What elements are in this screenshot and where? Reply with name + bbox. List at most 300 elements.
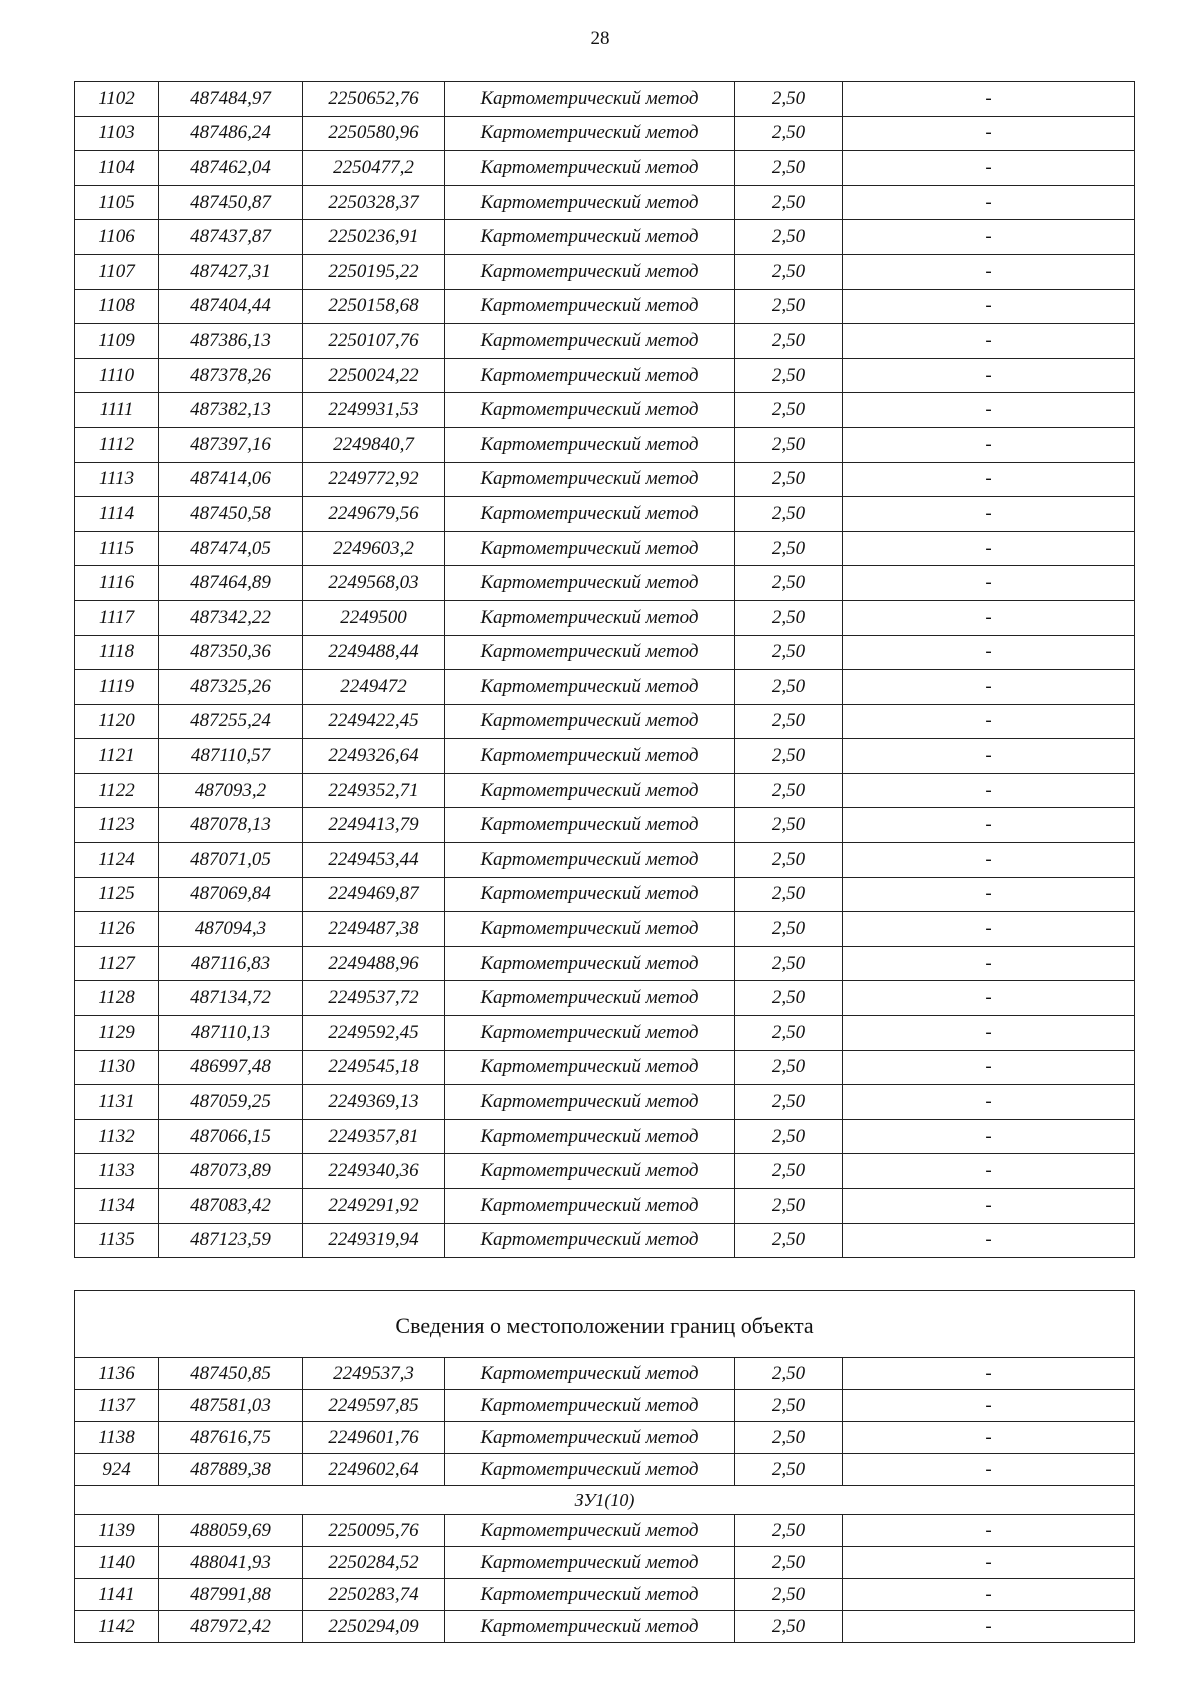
accuracy-cell: 2,50 — [735, 1189, 843, 1224]
table-row — [75, 566, 1135, 601]
coord-y-cell: 2249592,45 — [303, 1016, 445, 1051]
accuracy-cell: 2,50 — [735, 1454, 843, 1486]
accuracy-cell: 2,50 — [735, 912, 843, 947]
table-row — [75, 254, 1135, 289]
method-cell: Картометрический метод — [445, 82, 735, 117]
coord-y-cell: 2249472 — [303, 670, 445, 705]
coord-x-cell: 487069,84 — [159, 877, 303, 912]
coord-x-cell: 487414,06 — [159, 462, 303, 497]
description-cell: - — [843, 1454, 1135, 1486]
method-cell: Картометрический метод — [445, 151, 735, 186]
coord-x-cell: 487450,87 — [159, 185, 303, 220]
coord-y-cell: 2249537,72 — [303, 981, 445, 1016]
coord-y-cell: 2250652,76 — [303, 82, 445, 117]
table-row — [75, 1547, 1135, 1579]
description-cell: - — [843, 358, 1135, 393]
coord-x-cell: 487066,15 — [159, 1119, 303, 1154]
accuracy-cell: 2,50 — [735, 1223, 843, 1258]
accuracy-cell: 2,50 — [735, 773, 843, 808]
accuracy-cell: 2,50 — [735, 427, 843, 462]
coord-y-cell: 2250328,37 — [303, 185, 445, 220]
description-cell: - — [843, 462, 1135, 497]
method-cell: Картометрический метод — [445, 1422, 735, 1454]
point-number-cell: 1116 — [75, 566, 159, 601]
description-cell: - — [843, 773, 1135, 808]
coord-x-cell: 487325,26 — [159, 670, 303, 705]
accuracy-cell: 2,50 — [735, 1390, 843, 1422]
accuracy-cell: 2,50 — [735, 635, 843, 670]
coordinates-table-body — [75, 82, 1135, 1258]
table-row — [75, 808, 1135, 843]
description-cell: - — [843, 427, 1135, 462]
coord-y-cell: 2249931,53 — [303, 393, 445, 428]
boundaries-table-title: Сведения о местоположении границ объекта — [75, 1291, 1135, 1358]
table-row — [75, 877, 1135, 912]
method-cell: Картометрический метод — [445, 1390, 735, 1422]
coord-x-cell: 487083,42 — [159, 1189, 303, 1224]
table-row — [75, 946, 1135, 981]
coord-y-cell: 2250158,68 — [303, 289, 445, 324]
accuracy-cell: 2,50 — [735, 220, 843, 255]
description-cell: - — [843, 324, 1135, 359]
description-cell: - — [843, 289, 1135, 324]
description-cell: - — [843, 635, 1135, 670]
accuracy-cell: 2,50 — [735, 1579, 843, 1611]
coord-y-cell: 2249487,38 — [303, 912, 445, 947]
table-row — [75, 1422, 1135, 1454]
table-row — [75, 324, 1135, 359]
accuracy-cell: 2,50 — [735, 1119, 843, 1154]
coord-x-cell: 487342,22 — [159, 600, 303, 635]
description-cell: - — [843, 1223, 1135, 1258]
table-row — [75, 1515, 1135, 1547]
description-cell: - — [843, 497, 1135, 532]
description-cell: - — [843, 185, 1135, 220]
coord-y-cell: 2249453,44 — [303, 843, 445, 878]
point-number-cell: 1141 — [75, 1579, 159, 1611]
accuracy-cell: 2,50 — [735, 566, 843, 601]
coord-y-cell: 2249597,85 — [303, 1390, 445, 1422]
method-cell: Картометрический метод — [445, 1050, 735, 1085]
coord-y-cell: 2249488,44 — [303, 635, 445, 670]
description-cell: - — [843, 1515, 1135, 1547]
accuracy-cell: 2,50 — [735, 358, 843, 393]
table-row — [75, 497, 1135, 532]
point-number-cell: 1135 — [75, 1223, 159, 1258]
description-cell: - — [843, 1085, 1135, 1120]
point-number-cell: 1117 — [75, 600, 159, 635]
method-cell: Картометрический метод — [445, 1358, 735, 1390]
description-cell: - — [843, 877, 1135, 912]
point-number-cell: 1120 — [75, 704, 159, 739]
coord-x-cell: 487378,26 — [159, 358, 303, 393]
method-cell: Картометрический метод — [445, 1189, 735, 1224]
point-number-cell: 1113 — [75, 462, 159, 497]
table-row — [75, 1358, 1135, 1390]
point-number-cell: 1133 — [75, 1154, 159, 1189]
page-number: 28 — [590, 28, 610, 49]
accuracy-cell: 2,50 — [735, 1358, 843, 1390]
method-cell: Картометрический метод — [445, 289, 735, 324]
description-cell: - — [843, 82, 1135, 117]
table-row — [75, 358, 1135, 393]
accuracy-cell: 2,50 — [735, 1422, 843, 1454]
point-number-cell: 1108 — [75, 289, 159, 324]
table-row — [75, 1579, 1135, 1611]
point-number-cell: 1121 — [75, 739, 159, 774]
method-cell: Картометрический метод — [445, 912, 735, 947]
coord-x-cell: 487437,87 — [159, 220, 303, 255]
point-number-cell: 1124 — [75, 843, 159, 878]
coord-y-cell: 2249291,92 — [303, 1189, 445, 1224]
accuracy-cell: 2,50 — [735, 531, 843, 566]
table-row — [75, 1611, 1135, 1643]
accuracy-cell: 2,50 — [735, 1050, 843, 1085]
point-number-cell: 1119 — [75, 670, 159, 705]
table-row — [75, 739, 1135, 774]
coord-y-cell: 2250294,09 — [303, 1611, 445, 1643]
coord-x-cell: 487382,13 — [159, 393, 303, 428]
coord-y-cell: 2250284,52 — [303, 1547, 445, 1579]
accuracy-cell: 2,50 — [735, 704, 843, 739]
description-cell: - — [843, 912, 1135, 947]
coord-y-cell: 2249840,7 — [303, 427, 445, 462]
description-cell: - — [843, 739, 1135, 774]
description-cell: - — [843, 531, 1135, 566]
coord-y-cell: 2249602,64 — [303, 1454, 445, 1486]
accuracy-cell: 2,50 — [735, 877, 843, 912]
method-cell: Картометрический метод — [445, 739, 735, 774]
table-row — [75, 1454, 1135, 1486]
coord-y-cell: 2249352,71 — [303, 773, 445, 808]
accuracy-cell: 2,50 — [735, 1547, 843, 1579]
coord-x-cell: 487427,31 — [159, 254, 303, 289]
accuracy-cell: 2,50 — [735, 462, 843, 497]
table-row — [75, 1119, 1135, 1154]
coord-x-cell: 487450,85 — [159, 1358, 303, 1390]
coord-x-cell: 487110,13 — [159, 1016, 303, 1051]
table-row — [75, 82, 1135, 117]
coord-x-cell: 487093,2 — [159, 773, 303, 808]
description-cell: - — [843, 704, 1135, 739]
description-cell: - — [843, 1016, 1135, 1051]
coord-y-cell: 2249601,76 — [303, 1422, 445, 1454]
accuracy-cell: 2,50 — [735, 1085, 843, 1120]
accuracy-cell: 2,50 — [735, 843, 843, 878]
coord-x-cell: 487484,97 — [159, 82, 303, 117]
point-number-cell: 1104 — [75, 151, 159, 186]
coord-y-cell: 2249545,18 — [303, 1050, 445, 1085]
point-number-cell: 1102 — [75, 82, 159, 117]
method-cell: Картометрический метод — [445, 773, 735, 808]
table-row — [75, 1016, 1135, 1051]
coord-x-cell: 487462,04 — [159, 151, 303, 186]
section-label: ЗУ1(10) — [75, 1486, 1135, 1515]
point-number-cell: 1110 — [75, 358, 159, 393]
point-number-cell: 1142 — [75, 1611, 159, 1643]
accuracy-cell: 2,50 — [735, 324, 843, 359]
method-cell: Картометрический метод — [445, 497, 735, 532]
coord-x-cell: 487889,38 — [159, 1454, 303, 1486]
coord-y-cell: 2249679,56 — [303, 497, 445, 532]
coord-x-cell: 487616,75 — [159, 1422, 303, 1454]
coord-x-cell: 487386,13 — [159, 324, 303, 359]
method-cell: Картометрический метод — [445, 254, 735, 289]
point-number-cell: 1127 — [75, 946, 159, 981]
method-cell: Картометрический метод — [445, 566, 735, 601]
description-cell: - — [843, 600, 1135, 635]
method-cell: Картометрический метод — [445, 393, 735, 428]
method-cell: Картометрический метод — [445, 670, 735, 705]
coord-x-cell: 487581,03 — [159, 1390, 303, 1422]
coord-y-cell: 2249469,87 — [303, 877, 445, 912]
description-cell: - — [843, 1358, 1135, 1390]
table-row — [75, 1390, 1135, 1422]
coord-y-cell: 2249603,2 — [303, 531, 445, 566]
coord-x-cell: 487071,05 — [159, 843, 303, 878]
description-cell: - — [843, 1611, 1135, 1643]
coord-y-cell: 2250477,2 — [303, 151, 445, 186]
description-cell: - — [843, 808, 1135, 843]
point-number-cell: 1126 — [75, 912, 159, 947]
accuracy-cell: 2,50 — [735, 808, 843, 843]
accuracy-cell: 2,50 — [735, 185, 843, 220]
coord-y-cell: 2249537,3 — [303, 1358, 445, 1390]
method-cell: Картометрический метод — [445, 843, 735, 878]
coord-y-cell: 2250236,91 — [303, 220, 445, 255]
table-row — [75, 1085, 1135, 1120]
point-number-cell: 1105 — [75, 185, 159, 220]
description-cell: - — [843, 1154, 1135, 1189]
point-number-cell: 1134 — [75, 1189, 159, 1224]
description-cell: - — [843, 670, 1135, 705]
point-number-cell: 1129 — [75, 1016, 159, 1051]
coord-y-cell: 2249500 — [303, 600, 445, 635]
point-number-cell: 1114 — [75, 497, 159, 532]
table-row — [75, 462, 1135, 497]
point-number-cell: 1136 — [75, 1358, 159, 1390]
section-row — [75, 1486, 1135, 1515]
table-row — [75, 1189, 1135, 1224]
accuracy-cell: 2,50 — [735, 151, 843, 186]
method-cell: Картометрический метод — [445, 704, 735, 739]
table-row — [75, 393, 1135, 428]
description-cell: - — [843, 254, 1135, 289]
boundaries-table — [74, 1290, 1135, 1643]
coord-x-cell: 487972,42 — [159, 1611, 303, 1643]
description-cell: - — [843, 566, 1135, 601]
accuracy-cell: 2,50 — [735, 946, 843, 981]
method-cell: Картометрический метод — [445, 531, 735, 566]
coord-y-cell: 2249326,64 — [303, 739, 445, 774]
description-cell: - — [843, 116, 1135, 151]
table-row — [75, 600, 1135, 635]
accuracy-cell: 2,50 — [735, 289, 843, 324]
coord-x-cell: 487073,89 — [159, 1154, 303, 1189]
description-cell: - — [843, 151, 1135, 186]
coord-y-cell: 2249357,81 — [303, 1119, 445, 1154]
point-number-cell: 1140 — [75, 1547, 159, 1579]
accuracy-cell: 2,50 — [735, 1016, 843, 1051]
coord-x-cell: 487134,72 — [159, 981, 303, 1016]
coord-x-cell: 488059,69 — [159, 1515, 303, 1547]
coord-x-cell: 487404,44 — [159, 289, 303, 324]
table-row — [75, 116, 1135, 151]
point-number-cell: 1103 — [75, 116, 159, 151]
table-row — [75, 704, 1135, 739]
coord-y-cell: 2250024,22 — [303, 358, 445, 393]
method-cell: Картометрический метод — [445, 462, 735, 497]
accuracy-cell: 2,50 — [735, 981, 843, 1016]
boundaries-title-row — [75, 1291, 1135, 1358]
description-cell: - — [843, 1119, 1135, 1154]
method-cell: Картометрический метод — [445, 1454, 735, 1486]
point-number-cell: 1123 — [75, 808, 159, 843]
point-number-cell: 1111 — [75, 393, 159, 428]
description-cell: - — [843, 1050, 1135, 1085]
coord-y-cell: 2249340,36 — [303, 1154, 445, 1189]
table-row — [75, 843, 1135, 878]
coord-x-cell: 487486,24 — [159, 116, 303, 151]
method-cell: Картометрический метод — [445, 220, 735, 255]
point-number-cell: 1130 — [75, 1050, 159, 1085]
table-row — [75, 670, 1135, 705]
coord-y-cell: 2250107,76 — [303, 324, 445, 359]
coord-x-cell: 487464,89 — [159, 566, 303, 601]
method-cell: Картометрический метод — [445, 1085, 735, 1120]
point-number-cell: 1128 — [75, 981, 159, 1016]
point-number-cell: 1132 — [75, 1119, 159, 1154]
table-row — [75, 981, 1135, 1016]
point-number-cell: 1109 — [75, 324, 159, 359]
description-cell: - — [843, 1189, 1135, 1224]
point-number-cell: 924 — [75, 1454, 159, 1486]
point-number-cell: 1106 — [75, 220, 159, 255]
accuracy-cell: 2,50 — [735, 116, 843, 151]
method-cell: Картометрический метод — [445, 981, 735, 1016]
table-row — [75, 427, 1135, 462]
point-number-cell: 1138 — [75, 1422, 159, 1454]
accuracy-cell: 2,50 — [735, 600, 843, 635]
coord-y-cell: 2249319,94 — [303, 1223, 445, 1258]
point-number-cell: 1107 — [75, 254, 159, 289]
method-cell: Картометрический метод — [445, 1547, 735, 1579]
method-cell: Картометрический метод — [445, 635, 735, 670]
accuracy-cell: 2,50 — [735, 739, 843, 774]
method-cell: Картометрический метод — [445, 877, 735, 912]
method-cell: Картометрический метод — [445, 946, 735, 981]
method-cell: Картометрический метод — [445, 324, 735, 359]
point-number-cell: 1112 — [75, 427, 159, 462]
description-cell: - — [843, 946, 1135, 981]
coord-x-cell: 487991,88 — [159, 1579, 303, 1611]
coord-x-cell: 487255,24 — [159, 704, 303, 739]
accuracy-cell: 2,50 — [735, 670, 843, 705]
table-row — [75, 289, 1135, 324]
coord-x-cell: 487059,25 — [159, 1085, 303, 1120]
coord-x-cell: 488041,93 — [159, 1547, 303, 1579]
accuracy-cell: 2,50 — [735, 497, 843, 532]
table-row — [75, 773, 1135, 808]
method-cell: Картометрический метод — [445, 427, 735, 462]
coord-x-cell: 487078,13 — [159, 808, 303, 843]
method-cell: Картометрический метод — [445, 1579, 735, 1611]
table-row — [75, 635, 1135, 670]
table-row — [75, 220, 1135, 255]
coord-x-cell: 487450,58 — [159, 497, 303, 532]
table-row — [75, 151, 1135, 186]
table-row — [75, 1154, 1135, 1189]
method-cell: Картометрический метод — [445, 1223, 735, 1258]
method-cell: Картометрический метод — [445, 358, 735, 393]
point-number-cell: 1131 — [75, 1085, 159, 1120]
coord-x-cell: 487397,16 — [159, 427, 303, 462]
table-row — [75, 185, 1135, 220]
accuracy-cell: 2,50 — [735, 254, 843, 289]
description-cell: - — [843, 1390, 1135, 1422]
method-cell: Картометрический метод — [445, 116, 735, 151]
table-row — [75, 1050, 1135, 1085]
coord-y-cell: 2249413,79 — [303, 808, 445, 843]
coord-x-cell: 487474,05 — [159, 531, 303, 566]
coord-y-cell: 2249772,92 — [303, 462, 445, 497]
method-cell: Картометрический метод — [445, 185, 735, 220]
coord-x-cell: 486997,48 — [159, 1050, 303, 1085]
coord-x-cell: 487123,59 — [159, 1223, 303, 1258]
description-cell: - — [843, 981, 1135, 1016]
coordinates-table — [74, 81, 1135, 1258]
description-cell: - — [843, 1579, 1135, 1611]
coord-y-cell: 2250095,76 — [303, 1515, 445, 1547]
point-number-cell: 1115 — [75, 531, 159, 566]
description-cell: - — [843, 1422, 1135, 1454]
accuracy-cell: 2,50 — [735, 1611, 843, 1643]
method-cell: Картометрический метод — [445, 1515, 735, 1547]
table-row — [75, 912, 1135, 947]
point-number-cell: 1137 — [75, 1390, 159, 1422]
method-cell: Картометрический метод — [445, 808, 735, 843]
method-cell: Картометрический метод — [445, 1016, 735, 1051]
accuracy-cell: 2,50 — [735, 82, 843, 117]
accuracy-cell: 2,50 — [735, 1154, 843, 1189]
coord-y-cell: 2249422,45 — [303, 704, 445, 739]
coord-y-cell: 2250195,22 — [303, 254, 445, 289]
description-cell: - — [843, 1547, 1135, 1579]
description-cell: - — [843, 393, 1135, 428]
method-cell: Картометрический метод — [445, 1611, 735, 1643]
description-cell: - — [843, 220, 1135, 255]
description-cell: - — [843, 843, 1135, 878]
table-row — [75, 531, 1135, 566]
point-number-cell: 1122 — [75, 773, 159, 808]
point-number-cell: 1139 — [75, 1515, 159, 1547]
coord-x-cell: 487116,83 — [159, 946, 303, 981]
coord-y-cell: 2249568,03 — [303, 566, 445, 601]
accuracy-cell: 2,50 — [735, 393, 843, 428]
table-row — [75, 1223, 1135, 1258]
point-number-cell: 1125 — [75, 877, 159, 912]
accuracy-cell: 2,50 — [735, 1515, 843, 1547]
coord-x-cell: 487110,57 — [159, 739, 303, 774]
coord-y-cell: 2249488,96 — [303, 946, 445, 981]
coord-y-cell: 2250580,96 — [303, 116, 445, 151]
method-cell: Картометрический метод — [445, 600, 735, 635]
coord-x-cell: 487350,36 — [159, 635, 303, 670]
method-cell: Картометрический метод — [445, 1119, 735, 1154]
coord-y-cell: 2249369,13 — [303, 1085, 445, 1120]
coord-x-cell: 487094,3 — [159, 912, 303, 947]
coord-y-cell: 2250283,74 — [303, 1579, 445, 1611]
